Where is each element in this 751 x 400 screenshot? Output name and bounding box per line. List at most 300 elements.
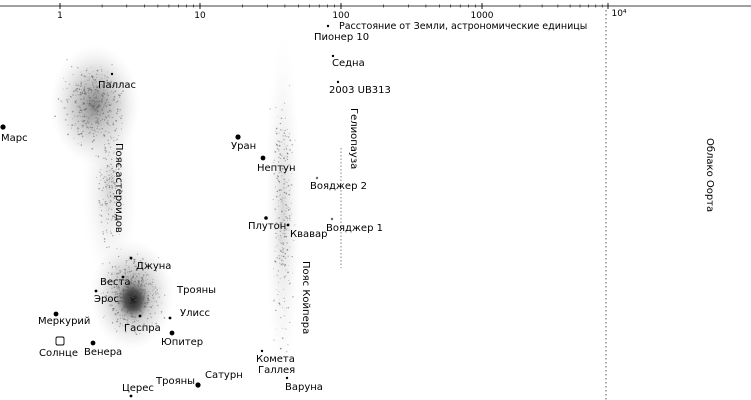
density-dot: [78, 105, 79, 106]
density-dot: [141, 298, 142, 299]
density-dot: [136, 310, 137, 311]
density-dot: [275, 186, 276, 187]
density-dot: [289, 218, 291, 220]
region-labels: [113, 108, 715, 334]
density-dot: [88, 90, 90, 92]
density-dot: [72, 94, 73, 95]
density-dot: [124, 291, 125, 292]
density-dot: [145, 280, 146, 281]
density-dot: [78, 85, 79, 86]
density-dot: [103, 134, 105, 136]
density-dot: [111, 104, 112, 105]
density-dot: [104, 316, 105, 317]
density-dot: [103, 107, 104, 108]
density-dot: [108, 155, 109, 156]
density-dot: [288, 209, 290, 211]
density-dot: [278, 180, 279, 181]
density-dot: [101, 221, 103, 223]
density-dot: [116, 331, 117, 332]
density-dot: [294, 140, 295, 141]
density-dot: [104, 146, 105, 147]
density-dot: [73, 74, 74, 75]
label-voyager2: Вояджер 2: [310, 181, 367, 192]
density-dot: [109, 125, 110, 126]
density-dot: [151, 307, 152, 308]
pluto-marker: [264, 216, 268, 220]
density-dot: [126, 312, 127, 313]
density-dot: [93, 139, 95, 141]
density-dot: [126, 265, 127, 266]
density-dot: [150, 293, 151, 294]
density-dot: [100, 66, 101, 67]
density-dot: [77, 67, 78, 68]
density-dot: [122, 315, 123, 316]
density-dot: [288, 265, 289, 266]
density-dot: [121, 301, 123, 303]
density-dot: [82, 131, 84, 133]
density-dot: [149, 306, 150, 307]
density-dot: [125, 273, 126, 274]
density-dot: [127, 301, 128, 302]
density-dot: [76, 88, 77, 89]
density-dot: [89, 104, 90, 105]
density-dot: [278, 151, 279, 152]
axis-tick-label-10000: 10⁴: [611, 9, 627, 19]
density-dot: [102, 96, 104, 98]
density-dot: [98, 118, 100, 120]
density-dot: [139, 295, 140, 296]
density-dot: [92, 105, 94, 107]
density-dot: [276, 196, 277, 197]
density-dot: [129, 296, 130, 297]
density-dot: [91, 106, 93, 108]
density-dot: [106, 203, 108, 205]
density-dot: [288, 256, 289, 257]
density-dot: [143, 296, 144, 297]
density-dot: [100, 169, 101, 170]
density-dot: [131, 305, 132, 306]
density-dot: [106, 159, 107, 160]
density-dot: [130, 312, 132, 314]
density-dot: [123, 301, 125, 303]
density-dot: [110, 196, 111, 197]
density-dot: [279, 182, 280, 183]
density-dot: [80, 120, 81, 121]
density-dot: [280, 242, 281, 243]
density-dot: [98, 156, 100, 158]
density-dot: [99, 105, 100, 106]
density-dot: [96, 85, 97, 86]
density-dot: [105, 182, 106, 183]
density-dot: [127, 296, 129, 298]
density-dot: [292, 256, 293, 257]
density-dot: [283, 297, 285, 299]
density-dot: [281, 255, 282, 256]
density-dot: [96, 97, 97, 98]
density-dot: [142, 312, 143, 313]
density-dot: [152, 281, 154, 283]
density-dot: [95, 79, 96, 80]
density-dot: [111, 209, 112, 210]
density-dot: [91, 101, 92, 102]
density-dot: [288, 280, 289, 281]
density-dot: [286, 351, 288, 353]
density-dot: [98, 121, 99, 122]
density-dot: [132, 297, 133, 298]
label-sun: Солнце: [39, 348, 78, 359]
density-dot: [118, 94, 119, 95]
density-dot: [106, 171, 108, 173]
density-dot: [139, 303, 141, 305]
density-dot: [114, 96, 116, 98]
density-dot: [143, 295, 144, 296]
density-dot: [94, 101, 95, 102]
density-dot: [290, 188, 291, 189]
density-dot: [102, 190, 104, 192]
density-dot: [73, 138, 74, 139]
density-dot: [134, 292, 135, 293]
density-dot: [122, 123, 123, 124]
juno-marker: [130, 257, 133, 260]
density-dot: [135, 291, 136, 292]
density-dot: [103, 317, 104, 318]
density-dot: [91, 67, 92, 68]
saturn-marker: [195, 382, 200, 387]
density-dot: [137, 302, 138, 303]
density-dot: [101, 132, 102, 133]
density-dot: [102, 203, 103, 204]
density-dot: [278, 149, 280, 151]
density-dot: [133, 297, 134, 298]
density-dot: [84, 89, 85, 90]
density-dot: [273, 339, 275, 341]
density-dot: [281, 260, 283, 262]
density-dot: [141, 277, 143, 279]
density-dot: [77, 131, 78, 132]
density-dot: [77, 127, 78, 128]
density-dot: [76, 90, 78, 92]
density-dot: [66, 88, 67, 89]
density-dot: [155, 294, 156, 295]
density-dot: [84, 114, 85, 115]
density-dot: [98, 132, 99, 133]
density-dot: [279, 262, 281, 264]
density-dot: [98, 123, 100, 125]
density-dot: [154, 312, 156, 314]
density-dot: [282, 197, 283, 198]
density-dot: [117, 313, 118, 314]
density-dot: [112, 308, 114, 310]
density-dot: [81, 112, 82, 113]
density-dot: [147, 300, 148, 301]
density-dot: [283, 203, 284, 204]
density-dot: [283, 139, 285, 141]
density-dot: [84, 81, 85, 82]
density-dot: [131, 270, 133, 272]
density-dot: [92, 130, 93, 131]
density-dot: [125, 289, 127, 291]
density-dot: [115, 313, 116, 314]
density-dot: [74, 124, 75, 125]
density-dot: [276, 144, 278, 146]
density-dot: [67, 101, 68, 102]
density-dot: [155, 287, 157, 289]
density-dot: [282, 328, 283, 329]
density-dot: [284, 214, 285, 215]
density-dot: [74, 116, 75, 117]
density-dot: [142, 278, 144, 280]
density-dot: [119, 315, 120, 316]
density-dot: [141, 289, 142, 290]
density-dot: [279, 189, 281, 191]
density-dot: [108, 116, 109, 117]
density-dot: [106, 100, 108, 102]
density-dot: [153, 293, 154, 294]
density-dot: [82, 104, 83, 105]
density-dot: [143, 289, 145, 291]
density-dot: [288, 194, 290, 196]
density-dot: [164, 294, 165, 295]
voyager1-marker: [331, 218, 333, 220]
density-dot: [78, 129, 79, 130]
density-dot: [282, 135, 284, 137]
density-dot: [78, 94, 80, 96]
density-dot: [125, 269, 127, 271]
density-dot: [122, 296, 124, 298]
density-dot: [99, 183, 100, 184]
density-dot: [280, 317, 281, 318]
density-dot: [273, 268, 274, 269]
density-dot: [89, 87, 90, 88]
density-dot: [113, 140, 114, 141]
density-dot: [95, 117, 97, 119]
density-dot: [110, 147, 111, 148]
density-dot: [112, 322, 113, 323]
density-dot: [132, 302, 133, 303]
density-dot: [282, 251, 284, 253]
density-dot: [143, 274, 144, 275]
density-dot: [115, 306, 116, 307]
density-dot: [286, 208, 287, 209]
density-dot: [95, 121, 96, 122]
density-dot: [113, 92, 115, 94]
density-dot: [92, 83, 94, 85]
density-dot: [285, 135, 287, 137]
density-dot: [116, 139, 118, 141]
density-dot: [285, 198, 286, 199]
density-dot: [131, 300, 132, 301]
density-dot: [131, 283, 132, 284]
density-dot: [114, 309, 115, 310]
density-dot: [85, 94, 86, 95]
density-dot: [281, 211, 283, 213]
density-dot: [152, 279, 153, 280]
density-dot: [124, 305, 125, 306]
density-dot: [80, 83, 82, 85]
label-asteroid-belt: Пояс астероидов: [113, 143, 124, 233]
density-dot: [117, 312, 119, 314]
density-dot: [121, 249, 122, 250]
density-dot: [96, 177, 97, 178]
density-dot: [91, 148, 93, 150]
ub313-marker: [337, 81, 339, 83]
density-dot: [122, 291, 123, 292]
density-dot: [274, 208, 276, 210]
density-dot: [291, 184, 293, 186]
density-dot: [109, 166, 110, 167]
density-dot: [143, 299, 145, 301]
density-dot: [110, 231, 111, 232]
density-dot: [292, 144, 293, 145]
density-dot: [140, 287, 141, 288]
density-dot: [140, 311, 141, 312]
density-dot: [105, 131, 106, 132]
density-dot: [284, 236, 286, 238]
density-dot: [287, 156, 288, 157]
density-dot: [130, 309, 131, 310]
density-dot: [286, 308, 287, 309]
density-dot: [293, 240, 294, 241]
density-dot: [87, 87, 89, 89]
kuiper-cloud: [265, 35, 301, 385]
density-dot: [140, 308, 141, 309]
density-dot: [87, 77, 88, 78]
density-dot: [289, 85, 290, 86]
density-dot: [76, 116, 77, 117]
density-dot: [96, 122, 98, 124]
density-dot: [112, 235, 114, 237]
density-dot: [111, 273, 113, 275]
density-dot: [274, 160, 275, 161]
density-dot: [116, 248, 117, 249]
density-dot: [109, 208, 110, 209]
density-dot: [73, 91, 74, 92]
density-dot: [152, 290, 153, 291]
label-voyager1: Вояджер 1: [326, 223, 383, 234]
density-dot: [111, 176, 112, 177]
density-dot: [157, 305, 158, 306]
density-dot: [96, 110, 97, 111]
density-dot: [132, 298, 133, 299]
density-dot: [145, 295, 146, 296]
density-dot: [289, 283, 290, 284]
density-dot: [81, 133, 83, 135]
uranus-marker: [235, 134, 240, 139]
density-dot: [135, 308, 136, 309]
density-dot: [104, 144, 105, 145]
density-dot: [82, 126, 83, 127]
density-dot: [75, 102, 76, 103]
density-dot: [80, 116, 81, 117]
density-dot: [287, 344, 288, 345]
density-dot: [113, 124, 115, 126]
density-dot: [102, 113, 104, 115]
density-dot: [126, 303, 127, 304]
density-dot: [283, 242, 284, 243]
density-dot: [104, 119, 105, 120]
quaoar-marker: [287, 224, 290, 227]
density-dot: [143, 276, 144, 277]
density-dot: [112, 292, 113, 293]
density-dot: [126, 294, 127, 295]
density-dot: [72, 118, 73, 119]
density-dot: [91, 92, 92, 93]
density-dot: [115, 266, 117, 268]
density-dot: [128, 288, 129, 289]
density-dot: [113, 98, 115, 100]
density-dot: [101, 210, 102, 211]
density-dot: [291, 152, 293, 154]
density-dot: [143, 298, 144, 299]
density-dot: [122, 298, 124, 300]
density-dot: [280, 240, 281, 241]
density-dot: [110, 202, 111, 203]
density-dot: [105, 103, 107, 105]
density-dot: [129, 268, 130, 269]
label-heliopause: Гелиопауза: [348, 108, 359, 170]
density-dot: [278, 206, 279, 207]
density-dot: [138, 273, 139, 274]
density-dot: [82, 93, 83, 94]
density-dot: [280, 250, 281, 251]
density-dot: [106, 230, 108, 232]
density-dot: [75, 95, 76, 96]
density-dot: [134, 281, 135, 282]
density-dot: [158, 257, 159, 258]
density-dot: [144, 291, 145, 292]
density-dot: [113, 274, 114, 275]
density-dot: [104, 181, 105, 182]
density-dot: [96, 114, 98, 116]
density-dot: [278, 302, 280, 304]
density-dot: [79, 114, 80, 115]
density-dot: [133, 259, 134, 260]
density-dot: [110, 192, 111, 193]
density-dot: [121, 300, 122, 301]
density-dot: [277, 218, 278, 219]
density-dot: [108, 175, 109, 176]
density-dot: [132, 287, 133, 288]
density-dot: [284, 301, 285, 302]
density-dot: [144, 284, 145, 285]
density-dot: [119, 97, 120, 98]
density-dot: [65, 119, 66, 120]
density-dot: [83, 104, 84, 105]
density-dot: [101, 108, 103, 110]
density-dot: [133, 281, 134, 282]
eros-marker: [95, 290, 98, 293]
density-dot: [284, 315, 286, 317]
density-dot: [103, 92, 104, 93]
label-vesta: Веста: [100, 277, 131, 288]
density-dot: [106, 177, 107, 178]
density-dot: [82, 125, 84, 127]
density-dot: [146, 302, 148, 304]
venus-marker: [91, 341, 96, 346]
density-dot: [105, 204, 106, 205]
density-dot: [88, 95, 89, 96]
density-dot: [99, 202, 101, 204]
density-dot: [118, 266, 120, 268]
density-dot: [97, 70, 99, 72]
density-dot: [286, 217, 288, 219]
density-clouds: [50, 35, 301, 385]
density-dot: [100, 204, 101, 205]
density-dot: [89, 100, 91, 102]
density-dot: [92, 113, 94, 115]
density-dot: [116, 269, 117, 270]
density-dot: [98, 200, 100, 202]
